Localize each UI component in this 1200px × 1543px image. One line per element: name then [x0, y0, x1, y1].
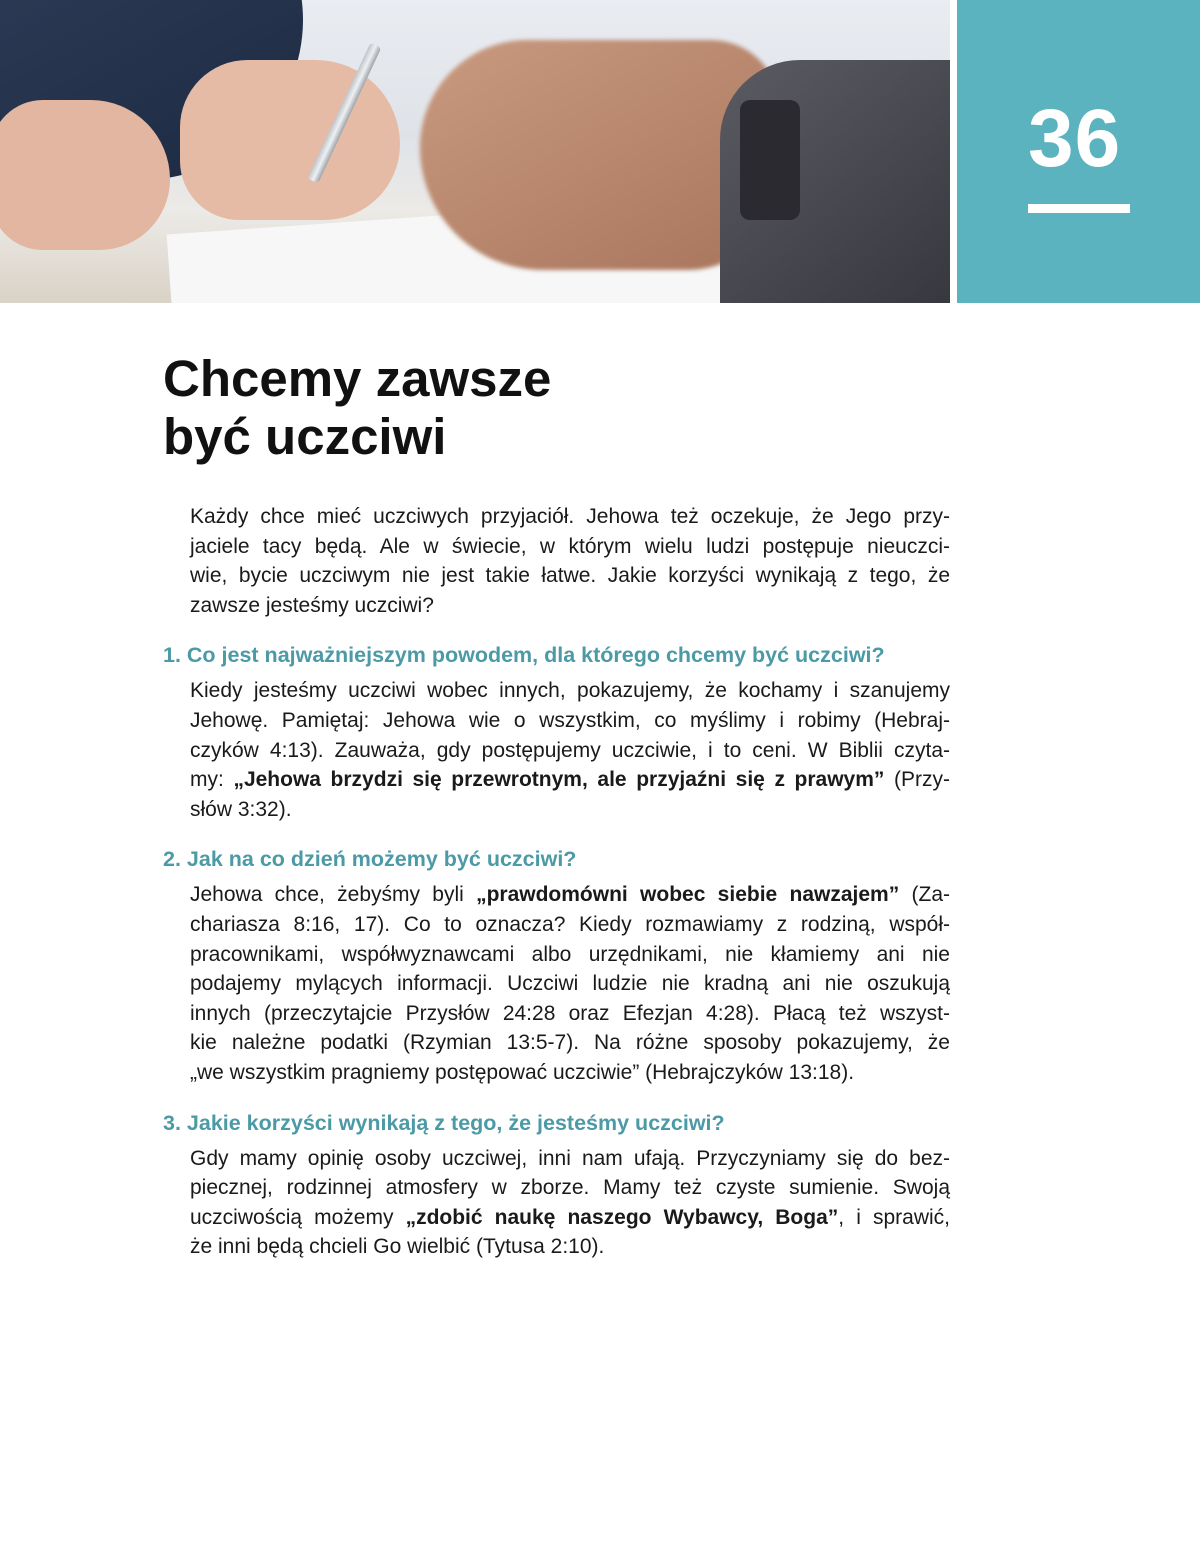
text-line — [190, 676, 950, 706]
text-line — [190, 736, 950, 766]
text-segment: jaciele tacy będą. Ale w świecie, w którym wielu ludzi postępuje nieuczci- — [190, 534, 950, 558]
lesson-number: 36 — [1028, 93, 1122, 184]
question-heading: 1. Co jest najważniejszym powodem, dla którego chcemy być uczciwi? — [163, 643, 885, 668]
text-line — [190, 1232, 950, 1262]
text-segment: (Przy- — [884, 768, 950, 792]
answer-paragraph — [190, 676, 950, 824]
text-line — [190, 1173, 950, 1203]
text-line — [190, 532, 950, 562]
text-segment: (Za- — [899, 883, 950, 907]
text-line — [190, 765, 950, 795]
text-line — [190, 591, 950, 621]
question-heading: 2. Jak na co dzień możemy być uczciwi? — [163, 847, 577, 872]
hand-left — [0, 100, 170, 250]
text-line — [190, 795, 950, 825]
scripture-quote: „zdobić naukę naszego Wybawcy, Boga” — [405, 1205, 839, 1229]
header-photo-handshake-signing — [0, 0, 950, 303]
text-line — [190, 1028, 950, 1058]
text-segment: chariasza 8:16, 17). Co to oznacza? Kiedy rozmawiamy z rodziną, współ- — [190, 912, 950, 936]
text-line — [190, 502, 950, 532]
text-segment: „we wszystkim pragniemy postępować uczciwie” (Hebrajczyków 13:18). — [190, 1060, 855, 1084]
scripture-quote: „prawdomówni wobec siebie nawzajem” — [476, 883, 900, 907]
text-segment: piecznej, rodzinnej atmosfery w zborze. Mamy też czyste sumienie. Swoją — [190, 1176, 950, 1200]
text-line — [190, 910, 950, 940]
title-line: Chcemy zawsze — [163, 350, 552, 407]
text-line — [190, 969, 950, 999]
answer-paragraph — [190, 880, 950, 1087]
scripture-quote: „Jehowa brzydzi się przewrotnym, ale przyjaźni się z prawym” — [233, 768, 885, 792]
text-line — [190, 999, 950, 1029]
text-segment: wie, bycie uczciwym nie jest takie łatwe. Jakie korzyści wynikają z tego, że — [190, 564, 950, 588]
text-segment: podajemy mylących informacji. Uczciwi ludzie nie kradną ani nie oszukują — [190, 972, 950, 996]
text-segment: czyków 4:13). Zauważa, gdy postępujemy uczciwie, i to ceni. W Biblii czyta- — [190, 738, 950, 762]
shirt-cuff — [740, 100, 800, 220]
page-title — [163, 350, 551, 466]
text-segment: my: — [190, 768, 234, 792]
text-segment: uczciwością możemy — [190, 1205, 406, 1229]
text-segment: Każdy chce mieć uczciwych przyjaciół. Jehowa też oczekuje, że Jego przy- — [190, 505, 950, 528]
text-line — [190, 561, 950, 591]
text-segment: Kiedy jesteśmy uczciwi wobec innych, pokazujemy, że kochamy i szanujemy — [190, 679, 950, 703]
text-segment: Jehowa chce, żebyśmy byli — [190, 883, 477, 907]
text-line — [190, 1203, 950, 1233]
text-segment: kie należne podatki (Rzymian 13:5-7). Na różne sposoby pokazujemy, że — [190, 1031, 950, 1055]
text-segment: zawsze jesteśmy uczciwi? — [190, 593, 434, 617]
text-segment: , i sprawić, — [838, 1205, 950, 1229]
text-segment: słów 3:32). — [190, 797, 292, 821]
lesson-number-underline — [1028, 204, 1130, 213]
text-segment: Gdy mamy opinię osoby uczciwej, inni nam ufają. Przyczyniamy się do bez- — [190, 1146, 950, 1170]
text-line — [190, 706, 950, 736]
text-line — [190, 940, 950, 970]
text-line — [190, 880, 950, 910]
text-line — [190, 1058, 950, 1088]
text-segment: pracownikami, współwyznawcami albo urzędnikami, nie kłamiemy ani nie — [190, 942, 950, 966]
text-line — [190, 1144, 950, 1174]
text-segment: innych (przeczytajcie Przysłów 24:28 oraz Efezjan 4:28). Płacą też wszyst- — [190, 1001, 950, 1025]
lesson-content — [163, 502, 953, 1262]
text-segment: Jehowę. Pamiętaj: Jehowa wie o wszystkim, co myślimy i robimy (Hebraj- — [190, 708, 950, 732]
question-heading: 3. Jakie korzyści wynikają z tego, że jesteśmy uczciwi? — [163, 1110, 725, 1135]
answer-paragraph — [190, 1144, 950, 1262]
intro-paragraph — [190, 502, 950, 620]
hand-writing — [180, 60, 400, 220]
title-line: być uczciwi — [163, 408, 447, 465]
text-segment: że inni będą chcieli Go wielbić (Tytusa 2:10). — [190, 1235, 605, 1259]
